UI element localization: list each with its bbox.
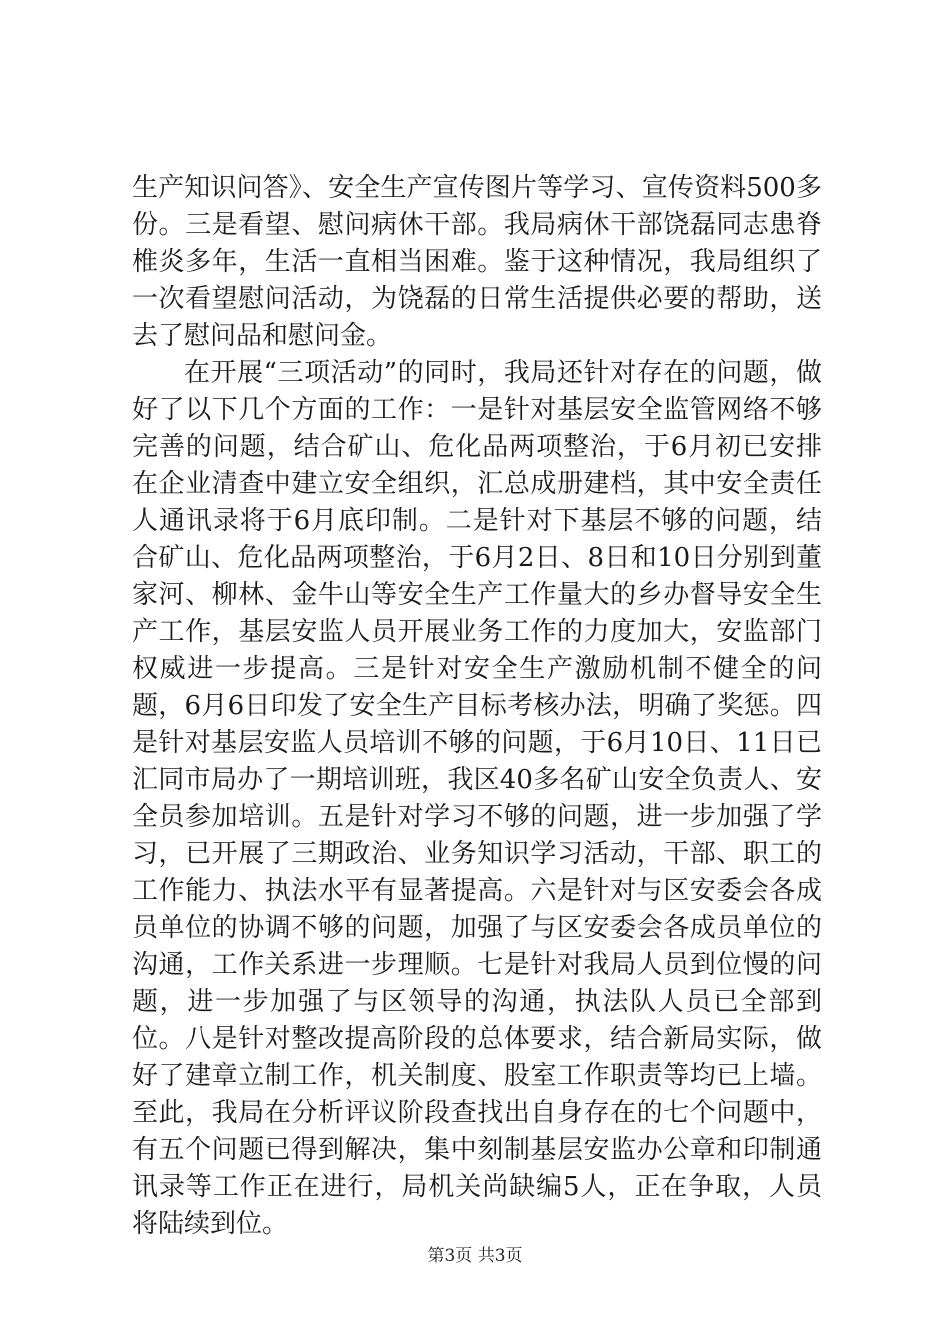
page-footer: 第3页 共3页 xyxy=(427,1246,523,1266)
paragraph-three-activities: 在开展“三项活动”的同时，我局还针对存在的问题，做好了以下几个方面的工作：一是针对基层安全监管网络不够完善的问题，结合矿山、危化品两项整治，于6月初已安排在企业清查中建立安全组织，汇总成册建档，其中安全责任人通讯录将于6月底印制。二是针对下基层不够的问题，结合矿山、危化品两项整治，于6月2日、8日和10日分别到董家河、柳林、金牛山等安全生产工作量大的乡办督导安全生产工作，基层安监人员开展业务工作的力度加大，安监部门权威进一步提高。三是针对安全生产激励机制不健全的问题，6月6日印发了安全生产目标考核办法，明确了奖惩。四是针对基层安监人员培训不够的问题，于6月10日、11日已汇同市局办了一期培训班，我区40多名矿山安全负责人、安全员参加培训。五是针对学习不够的问题，进一步加强了学习，已开展了三期政治、业务知识学习活动，干部、职工的工作能力、执法水平有显著提高。六是针对与区安委会各成员单位的协调不够的问题，加强了与区安委会各成员单位的沟通，工作关系进一步理顺。七是针对我局人员到位慢的问题，进一步加强了与区领导的沟通，执法队人员已全部到位。八是针对整改提高阶段的总体要求，结合新局实际，做好了建章立制工作，机关制度、股室工作职责等均已上墙。至此，我局在分析评议阶段查找出自身存在的七个问题中，有五个问题已得到解决，集中刻制基层安监办公章和印制通讯录等工作正在进行，局机关尚缺编5人，正在争取，人员将陆续到位。 xyxy=(132,358,822,1239)
document-body xyxy=(132,170,822,1243)
paragraph-continuation: 生产知识问答》、安全生产宣传图片等学习、宣传资料500多份。三是看望、慰问病休干部。我局病休干部饶磊同志患脊椎炎多年，生活一直相当困难。鉴于这种情况，我局组织了一次看望慰问活动，为饶磊的日常生活提供必要的帮助，送去了慰问品和慰问金。 xyxy=(132,173,822,351)
